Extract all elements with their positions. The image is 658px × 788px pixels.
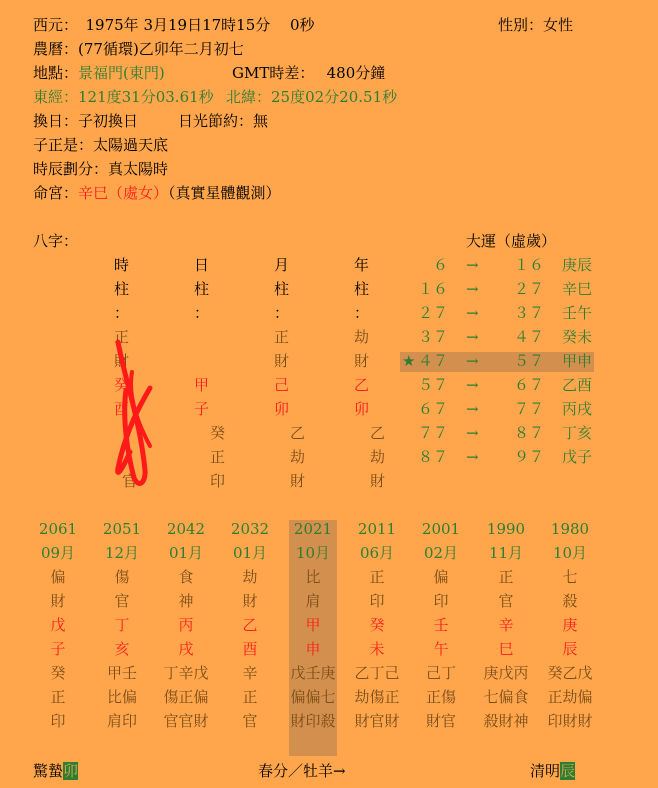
luck-stem: 丁 — [114, 616, 130, 634]
luck-stem: 辛 — [498, 616, 514, 634]
solar-term-right: 清明 — [530, 762, 561, 780]
luck-hidden-gods-1: 正 — [50, 688, 66, 706]
dayun-from-age: ７７ — [417, 424, 448, 442]
pillar-stem: 甲 — [194, 376, 210, 394]
luck-god-1: 傷 — [114, 568, 130, 586]
luck-hidden-stems: 丁辛戊 — [163, 664, 209, 682]
pillar-stem: 己 — [274, 376, 290, 394]
luck-hidden-gods-2: 印 — [50, 712, 66, 730]
pillar-sub: 柱 — [194, 280, 210, 298]
luck-god-2: 神 — [178, 592, 194, 610]
dayun-ganzhi[interactable]: 丁亥 — [562, 424, 593, 442]
hidden-stem-cell: 財 — [290, 472, 306, 490]
luck-month: 10月 — [552, 544, 588, 562]
luck-stem: 乙 — [242, 616, 258, 634]
luck-branch: 酉 — [242, 640, 258, 658]
luck-hidden-stems: 戊壬庚 — [290, 664, 336, 682]
luck-god-2: 官 — [498, 592, 514, 610]
pillar-god-2: 財 — [114, 352, 130, 370]
hidden-stem-cell: 官 — [122, 472, 138, 490]
dayun-from-age: ５７ — [417, 376, 448, 394]
luck-god-1: 比 — [305, 568, 321, 586]
luck-hidden-gods-1: 正 — [242, 688, 258, 706]
dayun-from-age: １６ — [417, 280, 448, 298]
luck-hidden-gods-2: 財官 — [425, 712, 456, 730]
luck-hidden-gods-1: 偏偏七 — [290, 688, 336, 706]
luck-god-2: 印 — [433, 592, 449, 610]
pillar-colon: ： — [114, 304, 130, 322]
pillar-branch: 卯 — [274, 400, 290, 418]
luck-hidden-gods-1: 比偏 — [106, 688, 137, 706]
pillar-sub: 柱 — [114, 280, 130, 298]
pillar-branch: 卯 — [354, 400, 370, 418]
hidden-stem-cell: 正 — [210, 448, 226, 466]
location-row — [33, 64, 165, 82]
dayun-to-age: ３７ — [513, 304, 544, 322]
hour-division: 時辰劃分：真太陽時 — [33, 160, 169, 178]
luck-hidden-gods-2: 肩印 — [106, 712, 137, 730]
pillar-name: 月 — [274, 256, 290, 274]
luck-god-2: 財 — [242, 592, 258, 610]
luck-year[interactable]: 2042 — [166, 520, 206, 538]
luck-month: 09月 — [40, 544, 76, 562]
luck-stem: 庚 — [562, 616, 578, 634]
luck-god-2: 財 — [50, 592, 66, 610]
luck-branch: 午 — [433, 640, 449, 658]
pillar-name: 年 — [354, 256, 370, 274]
dayun-to-age: ９７ — [513, 448, 544, 466]
dayun-from-age: ６７ — [417, 400, 448, 418]
day-change: 換日：子初換日 — [33, 112, 139, 130]
hidden-stem-cell: 劫 — [290, 448, 306, 466]
pillar-stem: 癸 — [114, 376, 130, 394]
luck-hidden-gods-1: 劫傷正 — [354, 688, 400, 706]
footer-left — [33, 762, 78, 780]
luck-year[interactable]: 2061 — [38, 520, 78, 538]
luck-branch: 辰 — [562, 640, 578, 658]
pillar-sub: 柱 — [354, 280, 370, 298]
luck-hidden-gods-2: 財印殺 — [290, 712, 336, 730]
dayun-from-age: ８７ — [417, 448, 448, 466]
hidden-stem-cell: 財 — [370, 472, 386, 490]
luck-hidden-gods-2: 殺財神 — [483, 712, 529, 730]
bazi-title: 八字： — [33, 232, 79, 250]
pillar-name: 日 — [194, 256, 210, 274]
hidden-stem-cell: 癸 — [210, 424, 226, 442]
luck-hidden-stems: 庚戊丙 — [483, 664, 529, 682]
luck-hidden-gods-1: 七偏食 — [483, 688, 529, 706]
dayun-to-age: ５７ — [513, 352, 544, 370]
luck-month: 06月 — [359, 544, 395, 562]
dayun-to-age: １６ — [513, 256, 544, 274]
dayun-to-age: ８７ — [513, 424, 544, 442]
luck-stem: 丙 — [178, 616, 194, 634]
dayun-from-age: ３７ — [417, 328, 448, 346]
luck-month: 01月 — [232, 544, 268, 562]
longitude: 東經：121度31分03.61秒 — [33, 88, 214, 106]
luck-month: 01月 — [168, 544, 204, 562]
pillar-god-1: 正 — [274, 328, 290, 346]
pillar-colon: ： — [354, 304, 370, 322]
luck-month: 12月 — [104, 544, 140, 562]
luck-year[interactable]: 2001 — [421, 520, 461, 538]
arrow-icon: → — [466, 352, 479, 370]
luck-god-1: 七 — [562, 568, 578, 586]
luck-branch: 申 — [305, 640, 321, 658]
luck-god-2: 肩 — [305, 592, 321, 610]
luck-hidden-gods-1: 傷正偏 — [163, 688, 209, 706]
dayun-ganzhi[interactable]: 甲申 — [562, 352, 593, 370]
luck-branch: 亥 — [114, 640, 130, 658]
dayun-from-age: ６ — [432, 256, 448, 274]
pillar-god-2: 財 — [354, 352, 370, 370]
luck-god-1: 偏 — [433, 568, 449, 586]
gmt-offset: GMT時差： 480分鐘 — [232, 64, 386, 82]
arrow-icon: → — [466, 424, 479, 442]
luck-branch: 子 — [50, 640, 66, 658]
hidden-stem-cell: 乙 — [290, 424, 306, 442]
luck-god-1: 食 — [178, 568, 194, 586]
latitude: 北緯：25度02分20.51秒 — [226, 88, 398, 106]
arrow-icon: → — [466, 328, 479, 346]
dayun-from-age: ４７ — [417, 352, 448, 370]
solar-term-left: 驚蟄 — [33, 762, 64, 780]
arrow-icon: → — [466, 376, 479, 394]
luck-god-1: 正 — [498, 568, 514, 586]
dayun-ganzhi[interactable]: 丙戌 — [562, 400, 593, 418]
luck-stem: 癸 — [369, 616, 385, 634]
luck-year[interactable]: 2051 — [102, 520, 142, 538]
hidden-stem-cell: 印 — [210, 472, 226, 490]
location-value[interactable]: 景福門(東門) — [78, 64, 165, 82]
luck-stem: 戊 — [50, 616, 66, 634]
dayun-ganzhi[interactable]: 壬午 — [562, 304, 593, 322]
dayun-title: 大運（虛歲） — [466, 232, 557, 250]
solar-term-middle: 春分／牡羊→ — [258, 762, 346, 780]
pillar-god-2: 財 — [274, 352, 290, 370]
dayun-ganzhi[interactable]: 庚辰 — [562, 256, 593, 274]
luck-year[interactable]: 2032 — [230, 520, 270, 538]
dayun-from-age: ２７ — [417, 304, 448, 322]
daylight-saving: 日光節約：無 — [178, 112, 269, 130]
pillar-branch: 酉 — [114, 400, 130, 418]
luck-month: 11月 — [488, 544, 524, 562]
luck-year[interactable]: 1990 — [486, 520, 526, 538]
ming-gong-label: 命宮： — [33, 184, 79, 202]
dayun-ganzhi[interactable]: 乙酉 — [562, 376, 593, 394]
luck-year[interactable]: 2021 — [293, 520, 333, 538]
dayun-ganzhi[interactable]: 戊子 — [562, 448, 593, 466]
luck-month: 02月 — [423, 544, 459, 562]
luck-hidden-gods-2: 財官財 — [354, 712, 400, 730]
current-dayun-star-icon: ★ — [402, 352, 416, 370]
zi-definition: 子正是：太陽過天底 — [33, 136, 169, 154]
pillar-god-1: 正 — [114, 328, 130, 346]
luck-hidden-gods-2: 官 — [242, 712, 258, 730]
arrow-icon: → — [466, 280, 479, 298]
luck-stem: 甲 — [305, 616, 321, 634]
location-label: 地點： — [33, 64, 79, 82]
arrow-icon: → — [466, 256, 479, 274]
luck-hidden-gods-2: 官官財 — [163, 712, 209, 730]
hidden-stem-cell: 劫 — [370, 448, 386, 466]
ming-gong-row — [33, 184, 281, 202]
dayun-ganzhi[interactable]: 癸未 — [562, 328, 593, 346]
luck-god-1: 偏 — [50, 568, 66, 586]
luck-hidden-stems: 甲壬 — [106, 664, 137, 682]
dayun-to-age: ２７ — [513, 280, 544, 298]
gender: 性別：女性 — [498, 16, 574, 34]
arrow-icon: → — [466, 448, 479, 466]
luck-hidden-gods-2: 印財財 — [547, 712, 593, 730]
luck-year[interactable]: 1980 — [550, 520, 590, 538]
pillar-branch: 子 — [194, 400, 210, 418]
arrow-icon: → — [466, 304, 479, 322]
pillar-sub: 柱 — [274, 280, 290, 298]
luck-month: 10月 — [295, 544, 331, 562]
luck-god-1: 劫 — [242, 568, 258, 586]
dayun-to-age: ７７ — [513, 400, 544, 418]
dayun-to-age: ４７ — [513, 328, 544, 346]
luck-year[interactable]: 2011 — [357, 520, 397, 538]
luck-hidden-stems: 癸乙戊 — [547, 664, 593, 682]
luck-branch: 巳 — [498, 640, 514, 658]
luck-hidden-gods-1: 正劫偏 — [547, 688, 593, 706]
luck-god-2: 印 — [369, 592, 385, 610]
footer-right — [530, 762, 575, 780]
luck-hidden-stems: 己丁 — [425, 664, 456, 682]
solar-term-right-branch: 辰 — [560, 762, 576, 780]
luck-branch: 未 — [369, 640, 385, 658]
luck-hidden-stems: 辛 — [242, 664, 258, 682]
luck-god-2: 殺 — [562, 592, 578, 610]
luck-god-1: 正 — [369, 568, 385, 586]
arrow-icon: → — [466, 400, 479, 418]
dayun-to-age: ６７ — [513, 376, 544, 394]
hidden-stem-cell: 乙 — [370, 424, 386, 442]
pillar-stem: 乙 — [354, 376, 370, 394]
lunar-date: 農曆：(77循環)乙卯年二月初七 — [33, 40, 244, 58]
luck-stem: 壬 — [433, 616, 449, 634]
pillar-colon: ： — [274, 304, 290, 322]
pillar-colon: ： — [194, 304, 210, 322]
pillar-god-1: 劫 — [354, 328, 370, 346]
luck-branch: 戌 — [178, 640, 194, 658]
ming-gong-note: （真實星體觀測） — [168, 184, 281, 202]
luck-hidden-stems: 癸 — [50, 664, 66, 682]
pillar-name: 時 — [114, 256, 130, 274]
dayun-ganzhi[interactable]: 辛巳 — [562, 280, 593, 298]
luck-hidden-stems: 乙丁己 — [354, 664, 400, 682]
solar-term-left-branch: 卯 — [63, 762, 79, 780]
gregorian-date: 西元： 1975年 3月19日17時15分 0秒 — [33, 16, 315, 34]
ming-gong-value: 辛巳（處女） — [78, 184, 169, 202]
luck-god-2: 官 — [114, 592, 130, 610]
luck-hidden-gods-1: 正傷 — [425, 688, 456, 706]
